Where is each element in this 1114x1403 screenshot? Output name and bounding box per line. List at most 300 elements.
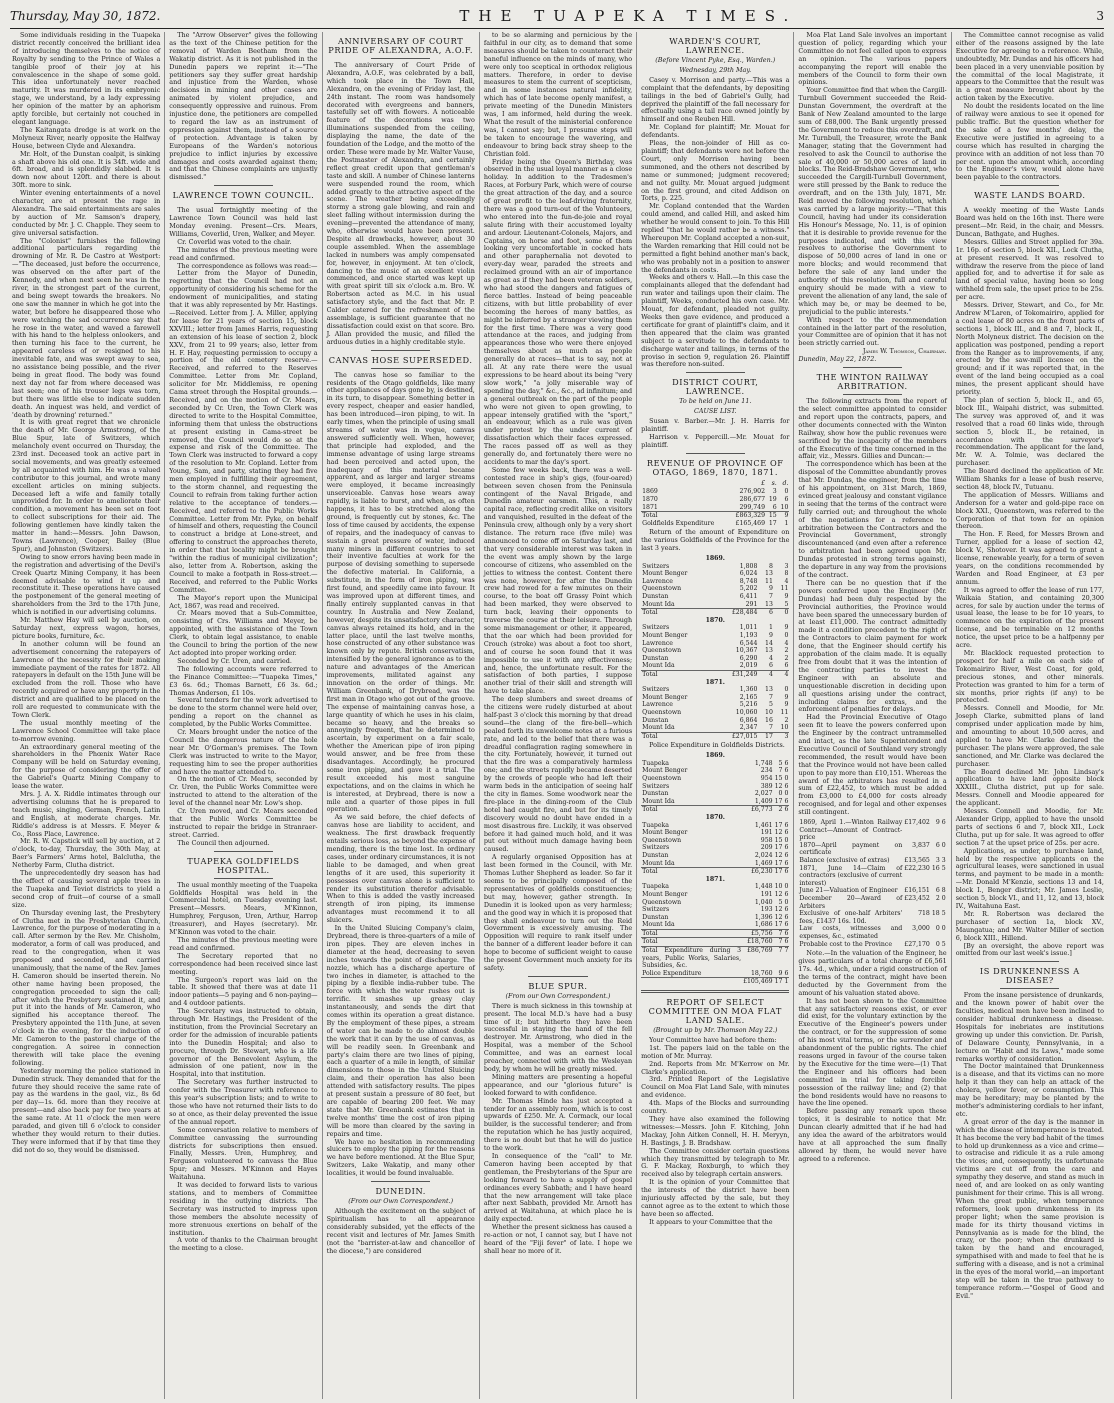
pence-cell: 6 <box>941 819 946 827</box>
pence-cell: 6 <box>784 759 789 767</box>
paragraph: Susan v. Barber.—Mr. J. H. Harris for plaintiff. <box>641 417 790 434</box>
pounds-cell: 5,202 <box>739 585 758 593</box>
paragraph: Mr. Thomas Hinde has just accepted a tender for an assembly room, which is to cost upwards of £250. Mr. A. Cormack, our local builder, is the successful tenderer; and from the reputation which he has justly acquired, there is no doubt but that he will do justice to the work. <box>483 1096 633 1153</box>
table-row <box>641 496 789 504</box>
pounds-cell: £27,170 <box>904 940 930 948</box>
paragraph: 4th. Maps of the Blocks and surrounding country. <box>641 1099 790 1116</box>
paragraph: From the insane persistence of drunkards, and the known power of habit over the faculties, medical men have been inclined to consider habitual drunkenness a disease. Hospitals for inebriates are institutions growing up under this conviction. Dr. Parish, of Delaware County, Pennsylvania, in a lecture on "Habit and its Laws," made some remarks worthy of consideration. <box>955 991 1104 1063</box>
heading-drunkenness: IS DRUNKENNESS A DISEASE? <box>979 966 1080 986</box>
pounds-cell: 6,411 <box>739 593 758 601</box>
shillings-cell: 7 <box>768 693 773 701</box>
paragraph: A weekly meeting of the Waste Lands Board was held on the 16th inst. There were present—Mr. Reid, in the chair, and Messrs. Duncan, Bathgate, and Hughes. <box>955 206 1104 238</box>
shillings-cell: 12 <box>774 913 783 921</box>
pounds-cell: £23,452 <box>904 895 930 903</box>
paragraph: The Committee cannot recognise as valid either of the reasons assigned by the late Executive for agreeing to a reference. While, undoubtedly, Mr. Dundas and his officers had been placed in a very unenviable position by the committal of the local Magistrate, it appears to the Committee that the result was in a great measure brought about by the action taken by the Executive. <box>955 32 1104 103</box>
row-label: Queenstown <box>642 647 682 655</box>
shillings-cell: 17 <box>774 868 783 876</box>
shillings-cell: 9 <box>778 969 783 977</box>
pounds-cell: £31,249 <box>715 670 758 678</box>
column-4 <box>480 32 637 1399</box>
canvas-hose-article <box>327 372 475 1178</box>
shillings-cell: 3 <box>935 857 940 865</box>
shillings-cell: 1 <box>768 624 773 632</box>
pounds-cell: £22,230 <box>904 864 930 872</box>
year-label: 1871. <box>705 678 725 686</box>
paragraph: Whether the present sickness has caused a re-action or not, I cannot say, but I have not heard of the "Fiji fever" of late. I hope we shall hear no more of it. <box>483 1223 633 1255</box>
pence-cell: 0 <box>784 488 789 496</box>
pounds-cell: 8,748 <box>739 577 758 585</box>
expenditure-note: Return of the amount of Expenditure on the various Goldfields of the Province for the last 3 years. <box>641 528 790 553</box>
town-council-article <box>169 207 317 847</box>
paragraph: Had the Provincial Executive of Otago seen fit to leave the powers conferred upon the Engineer by the contract untrammelled and intact, as the late Superintendent and Executive Council of Southland very strongly recommended, the result would have been that the Province would not have been called upon to pay more than £10,151. Whereas the award of the arbitrators has resulted in a sum of £22,452, to which must be added from £3,000 to £4,000 for costs already recognised, and for legal and other expenses still contingent. <box>798 713 947 817</box>
pounds-cell: £28,484 <box>715 609 758 617</box>
table-row <box>641 504 789 512</box>
shillings-cell: 13 <box>765 647 773 655</box>
table-row <box>641 883 789 891</box>
table-row <box>641 724 789 732</box>
paragraph: 2nd. Reports from Mr. M'Kerrow on Mr. Clarke's application. <box>641 1059 790 1076</box>
year-row <box>641 555 789 563</box>
paragraph: Mr. Copland contended that the Warden could amend, and called Hill, and asked him whether he would consent to join. To this Hill replied "that he would rather be a witness." Whereupon Mr. Copland accepted a non-suit, the Warden remarking that Hill could not be permitted a fight behind another man's back, who was probably not in a position to answer the defendants in costs. <box>641 202 790 274</box>
paragraph: In another column will be found an advertisement concerning the ratepayers of Lawrence of the necessity for their making immediate payment of the rates for 1872. All ratepayers in default on the 15th June will be excluded from the roll. Those who have recently acquired or have any property in the district and are qualified to be placed on the roll are requested to communicate with the Town Clerk. <box>12 639 161 719</box>
paragraph: A regularly organised Opposition has at last been formed in the Council, with Mr. Thomas Luther Shepherd as leader. So far it seems to be principally composed of the representatives of goldfields constituencies; but may, however, gather strength. In Dunedin it is looked upon as very harmless; and the good way in which it is proposed that they shall endeavour to turn out the Reid Government is excessively amusing. The Opposition will require to rank itself under the banner of a different leader before it can hope to become of sufficient weight to cause the present Government much anxiety for its safety. <box>483 853 633 972</box>
table-row <box>641 775 789 783</box>
pounds-cell: 389 <box>760 782 773 790</box>
pence-cell: 6 <box>784 797 789 805</box>
paragraph: The minutes of the previous meeting were read and confirmed. <box>169 245 318 262</box>
paragraph: No doubt the residents located on the line of railway were anxious to see it opened for public traffic. But the question whether for the sake of a few months' delay, the Executive were justified in agreeing to a course which has resulted in charging the province with an addition of not less than 70 per cent. upon the amount which, according to the Engineer's view, would alone have been payable to the contractors. <box>955 102 1104 182</box>
row-label: 1869, April 1.—Winton Railway Contract—Amount of Contract-price <box>799 819 903 842</box>
divider <box>1000 961 1059 962</box>
paragraph: There can be no question that if the powers conferred upon the Engineer (Mr. Dundas) had been duly respected by the Provincial authorities, the Province would have been spared the unnecessary burden of at least £11,000. The contract admittedly made it a condition precedent to the right of the Contractors to claim payment for work done, that the Engineer should certify his approbation of the claim made. It is equally free from doubt that it was the intention of the contracting parties to invest the Engineer with an absolute and unquestionable discretion in deciding upon all questions arising under the contract, including claims for extras, and the enforcement of penalties for delays. <box>798 578 947 714</box>
pence-cell: 0 <box>941 925 946 933</box>
wardens-court-date: Wednesday, 29th May. <box>679 65 752 74</box>
revenue-table <box>641 479 789 528</box>
shillings-cell: 11 <box>765 577 773 585</box>
pounds-cell: 234 <box>760 767 773 775</box>
pounds-cell: 954 <box>760 775 773 782</box>
row-label: Lawrence <box>642 701 673 709</box>
heading-hospital: TUAPEKA GOLDFIELDS HOSPITAL. <box>187 855 300 875</box>
paragraph: The Board declined the application of Mr. William Shanks for a lease of bush reserve, section 48, block IV., Tutuanu. <box>955 467 1104 491</box>
shillings-cell: 0 <box>935 925 940 933</box>
row-label: Mount Benger <box>642 632 688 639</box>
row-label: Total <box>641 512 729 520</box>
paragraph: Applications, as under, to purchase land, held by the respective applicants on the agricultural leases, were sanctioned in usual terms, and payment to be made in a month:—Mr. Donald M'Kenzie, sections 13 and 14, block I., Benger district; Mr. James Leslie, section 5, block VI., and 11, 12, and 13, block IV., Waitahuna East. <box>955 846 1104 910</box>
table-row <box>641 662 789 670</box>
year-row <box>641 752 789 760</box>
table-row <box>641 837 789 845</box>
table-row <box>641 978 789 986</box>
pounds-cell: 1,360 <box>739 686 758 694</box>
report-signature: James W. Thomson, Chairman. <box>862 347 947 356</box>
divider <box>371 350 430 351</box>
paragraph: Pleas, the non-joinder of Hill as co-plaintiff; that defendants were not before the Court, only Morrison having been summoned, and the others not described by name or summoned; judgment recovered; and not guilty. Mr. Mouat argued judgment on the first ground, and cited Addison on Torts, p. 225. <box>641 139 790 203</box>
paragraph: They have also examined the following witnesses:—Messrs. John F. Kitching, John Mackay, John Aitken Connell, H. H. Meryyn, H. Bastings, J. B. Bradshaw. <box>641 1115 790 1147</box>
paragraph: Your Committee find that when the Cargill-Turnbull Government succeeded the Reid-Dunstan Government, the overdraft at the Bank of New Zealand amounted to the large sum of £88,000. The Bank urgently pressed the Government to reduce this overdraft, and Mr. Turnbull, the Treasurer, wrote the Bank Manager, stating that the Government had resolved to ask the Council to authorise the sale of 40,000 or 50,000 acres of land in blocks. The Reid-Bradshaw Government, who succeeded the Cargill-Turnbull Government, were still pressed by the Bank to reduce the overdraft, and on the 13th July, 1871, Mr. Reid moved the following resolution, which was carried by a large majority:—"That this Council, having had under its consideration His Honour's Message, No. 11, is of opinion that it is desirable to provide revenue for the purposes indicated, and with this view resolves to authorise the Government to dispose of 50,000 acres of land in one or more blocks; and would recommend that before the sale of any land under the authority of this resolution, full and careful enquiry should be made with a view to prevent the alienation of any land, the sale of which may be, or may be deemed to be, prejudicial to the public interests." <box>798 86 947 316</box>
shillings-cell: 18 <box>931 910 940 918</box>
divider <box>371 368 430 369</box>
pounds-header: £ <box>761 479 766 487</box>
waste-lands-board-article <box>956 207 1104 958</box>
table-row <box>798 819 946 842</box>
pounds-cell: 1,193 <box>739 632 758 639</box>
row-label: Tuapeka <box>642 883 669 891</box>
pence-cell: 0 <box>784 836 789 844</box>
row-label: Switzers <box>642 624 670 632</box>
shillings-cell: 15 <box>774 836 783 844</box>
pence-cell: 6 <box>784 806 789 814</box>
hospital-article <box>169 882 317 1254</box>
pence-cell: 0 <box>774 609 790 617</box>
table-row <box>641 970 789 978</box>
shillings-cell: 12 <box>774 829 783 837</box>
heading-blue-spur: BLUE SPUR. <box>528 980 588 991</box>
paragraph: There is much sickness in this township at present. The local M.D.'s have had a busy time of it; but hitherto they have been successful in staying the hand of the fell destroyer. Mr. Armstrong, who died in the Hospital, was a member of the School Committee, and was an earnest local preacher, connected with with the Wesleyan body, by whom he will be greatly missed. <box>483 1001 633 1073</box>
cause-list <box>641 418 789 450</box>
shillings-cell: 12 <box>774 782 783 790</box>
row-label: Total <box>641 806 742 814</box>
pounds-cell: £5,756 <box>742 929 774 938</box>
pounds-cell: £16,151 <box>904 887 930 895</box>
pounds-cell: 191 <box>760 890 773 898</box>
table-row <box>798 857 946 865</box>
paragraph: Mr. Holt, of the Dunstan coalpit, is sinking a shaft above his old one. It is 34ft. wide and 6ft. broad, and is splendidly slabbed. It is down now about 120ft. and there is about 30ft. more to sink. <box>12 149 161 190</box>
pence-cell: 11 <box>780 585 789 593</box>
paragraph: The Surgeon's report was laid on the table. It showed that there was at date 11 indoor patients—5 paying and 6 non-paying—and 4 outdoor patients. <box>169 975 318 1008</box>
paragraph: It is the opinion of your Committee that the interests of the district have been injuriously affected by the sale, but they cannot agree as to the extent to which those have been so affected. <box>641 1178 790 1218</box>
heading-dunedin: DUNEDIN. <box>375 1186 426 1197</box>
paragraph: Messrs. Driver, Stewart, and Co., for Mr. Andrew M'Laren, of Tokomairiro, applied for a coal lease of 80 acres on the front parts of sections 1, block III., and 8 and 7, block II., North Molyneux district. The decision on the application was postponed, pending a report from the Ranger as to improvements, if any, erected by the saw-mill licensee on the ground; and if it was reported that, in the event of the land being occupied as a coal mines, the present applicant should have priority. <box>955 301 1104 397</box>
paragraph: It appears to your Committee that the <box>649 1217 773 1226</box>
pence-cell: 2 <box>784 654 789 662</box>
pounds-cell: 718 <box>918 910 930 918</box>
pounds-cell: 10,060 <box>735 708 758 716</box>
paragraph: Winter evening entertainments of a novel character, are at present the rage in Alexandra. The said entertainments are sales by auction of Mr. Samson's drapery, conducted by Mr. J. C. Chapple. They seem to give universal satisfaction. <box>12 189 161 237</box>
pence-cell: 0 <box>941 895 946 903</box>
pence-cell: 6 <box>784 868 789 876</box>
paragraph: The Committee consider certain questions which they transmitted by telegraph to Mr. G. F. Mackay, Roxburgh, to which they received also by telegraph certain answers. <box>641 1146 790 1179</box>
pence-cell: 4 <box>784 639 789 647</box>
pence-cell: 6 <box>784 844 789 852</box>
paragraph: The correspondence which has been at the disposal of the Committee abundantly proves that Mr. Dundas, the engineer, from the time of his appointment, on 31st March, 1869, evinced great jealousy and constant vigilance in seeing that the terms of the contract were fully carried out; and throughout the whole of the negotiations for a reference to arbitration between the Contractors and the Provincial Government, strongly discountenanced (and even after a reference to arbitration had been agreed upon Mr. Dundas protested in strong terms against), the departure in any way from the provisions of the contract. <box>798 460 947 579</box>
pence-cell: 7 <box>783 947 789 970</box>
shillings-cell: 0 <box>935 940 940 948</box>
paragraph: The correspondence as follows was read:— <box>177 261 318 270</box>
table-row <box>641 512 789 520</box>
paragraph: A vote of thanks to the Chairman brought the meeting to a close. <box>169 1236 318 1253</box>
shillings-cell: 17 <box>768 519 777 527</box>
paragraph: The usual monthly meeting of the Tuapeka Goldfields Hospital was held in the Commercial hotel, on Tuesday evening last. Present—Messrs. Mears, M'Kinnon, Humphrey, Ferguson, Uren, Arthur, Harrop (treasurer), and Hayes (secretary). Mr. M'Kinnon was voted to the chair. <box>169 880 318 937</box>
paragraph: It was agreed to offer the lease of run 177, Waikaia Station, and containing 20,300 acres, for sale by auction under the terms of usual lease, the lease to be for 10 years, to commence on the expiration of the present license, and be terminable on 12 months notice, the upset price to be a halfpenny per acre. <box>955 585 1104 650</box>
page-number: 3 <box>1096 9 1104 23</box>
divider <box>1000 185 1059 186</box>
pence-cell: 6 <box>784 821 789 829</box>
table-row <box>641 822 789 830</box>
pence-cell: 0 <box>784 883 789 891</box>
row-label: Total <box>641 938 742 947</box>
table-row <box>641 709 789 717</box>
paragraph: The Doctor maintained that Drunkenness is a disease, and that its victims can no more help it than they can help an attack of the cholera, yellow fever, or consumption. This may be hereditary; may be planted by the mother's administering cordials to her infant, etc. <box>955 1062 1104 1118</box>
divider <box>1000 988 1059 989</box>
pence-cell: 9 <box>778 512 790 520</box>
chinese-petition-article <box>169 32 317 182</box>
row-label: Dunstan <box>642 790 669 798</box>
winton-note: Note.—In the valuation of the Engineer, he gives particulars of a total charge of £6,561 17s. 4d., which, under a rigid construction of the terms of the contract, might have been deducted by the Government from the amount of his valuation stated above. <box>798 949 947 997</box>
pence-cell: 6 <box>784 890 789 898</box>
row-label: Total Expenditure during 3 years, Public Works, Salaries, Subsidies, &c. <box>642 947 742 970</box>
pounds-cell: 2,027 <box>754 790 773 798</box>
paragraph: The Secretary was further instructed to confer with the Treasurer with reference to this year's subscription lists; and to write to those who have not returned their lists to do so at once, as their delay prevented the issue of the annual report. <box>169 1078 318 1126</box>
paragraph: Yesterday morning the police stationed in Dunedin struck. They demanded that for the future they should receive the same rate of pay as the wardens in the gaol, viz., 8s 6d per day—1s. 6d. more than they receive at present—and also back pay for two years at the same rate. At 11 o'clock the men were paraded, and given till 6 o'clock to consider whether they would return to their duties. They were informed that if by that time they did not do so, they would be dismissed. <box>12 1066 161 1154</box>
pounds-cell: 1,409 <box>754 797 773 805</box>
paragraph: It is with great regret that we chronicle the death of Mr. George Armstrong, of the Blue Spur, late of Switzers, which melancholy event occurred on Thursday, the 23rd inst. Deceased took an active part in social movements, and was greatly esteemed by all acquainted with him. He was a valued contributor to this journal, and wrote many excellent articles on mining subjects. Deceased left a wife and family totally unprovided for. In order to ameliorate their condition, a movement has been set on foot to collect subscriptions for their aid. The following gentlemen have kindly taken the matter in hand:—Messrs. John Dawson, Towns (Lawrence), Cooper, Bailey (Blue Spur), and Johnston (Switzers). <box>12 418 161 553</box>
pence-cell: 3 <box>784 562 789 570</box>
row-label: Goldfields Expenditure <box>642 519 715 527</box>
heading-winton-railway: THE WINTON RAILWAY ARBITRATION. <box>816 372 929 392</box>
pence-cell: 2 <box>784 647 789 655</box>
table-row <box>641 488 789 496</box>
pence-cell: 0 <box>784 686 789 694</box>
shillings-cell: 9 <box>768 632 773 639</box>
row-label: Total <box>641 670 715 678</box>
row-label: Lawrence <box>642 577 673 585</box>
pounds-cell: 5,216 <box>739 701 758 709</box>
paragraph: Harrison v. Peppercill.—Mr. Mouat for plaintiff. <box>641 432 790 449</box>
table-row <box>641 891 789 899</box>
pence-cell: 6 <box>784 921 789 929</box>
row-label: Total <box>641 929 742 938</box>
column-2 <box>165 32 322 1399</box>
shillings-cell: 6 <box>772 503 777 511</box>
table-row <box>641 670 789 678</box>
paragraph: Mr. Copland for plaintiff; Mr. Mouat for defendants. <box>641 123 790 140</box>
row-label: Dunstan <box>642 593 669 601</box>
row-label: Queenstown <box>642 898 682 906</box>
pounds-cell: 1,011 <box>739 624 758 632</box>
paragraph: The following extracts from the report of the select committee appointed to consider and report upon the contracts, papers, and other documents connected with the Winton Railway, show how the public revenues were sacrificed by the incapacity of the members of the Executive of the time concerned in the affair, viz., Messrs. Gillies and Duncan:— <box>798 397 947 461</box>
table-row <box>641 929 789 938</box>
winton-costs-table <box>798 819 946 948</box>
shillings-header: s. <box>771 479 777 487</box>
shillings-cell: 9 <box>768 585 773 593</box>
pence-header: d. <box>782 479 789 487</box>
year-row <box>641 679 789 687</box>
pence-cell: 5 <box>941 940 946 948</box>
pounds-cell: 1,748 <box>754 759 773 767</box>
divider <box>214 185 273 186</box>
pence-cell: 0 <box>784 775 789 782</box>
blue-spur-article <box>484 1003 632 1256</box>
pounds-cell: 6,024 <box>739 570 758 578</box>
row-label: Mount Benger <box>642 890 688 898</box>
pounds-cell: 10,367 <box>735 647 758 655</box>
paragraph: The anniversary of Court Pride of Alexandra, A.O.F., was celebrated by a ball, which took place in the Town Hall, Alexandra, on the evening of Friday last, the 24th instant. The room was handsomely decorated with evergreens and banners, tastefully set off with flowers. A noticeable feature of the decorations was two illuminations suspended from the ceiling, displaying the name, the date of the foundation of the Lodge, and the motto of the order. These were made by Mr. Walter Vause, the Postmaster of Alexandra, and certainly reflect great credit upon that gentleman's taste and skill. A number of Chinese lanterns were suspended round the room, which added greatly to the attractive aspect of the scene. The weather being exceedingly stormy a strong gale blowing, and rain and sleet falling without intermission during the evening—prevented the attendance of many, who, otherwise would have been present. Despite all drawbacks, however, about 30 couple assembled. When the assemblage lacked in numbers was amply compensated for, however, in enjoyment. At ten o'clock, dancing to the music of an excellent violin commenced, and once started was kept up with great spirit till six o'clock a.m. Bro. W. Robertson acted as M.C. in his usual satisfactory style, and the fact that Mr. P. Calder catered for the refreshment of the assemblage, is sufficient guarantee that no dissatisfaction could exist on that score. Bro. J. Allan provided the music, and filled the arduous duties in a highly creditable style. <box>326 61 475 346</box>
cause-list-heading: CAUSE LIST. <box>694 407 737 416</box>
paragraph: Friday being the Queen's Birthday, was observed in the usual loyal manner as a close holiday. In addition to the Tradesmen's Races, at Forbury Park, which were of course the great attraction of the day, and a source of great profit to the leaf-driving fraternity, there was a good turn-out of the Volunteers, who entered into the fun-de-joie and royal salute firing with their accustomed loyalty and ardour. Lieutenant-Colonels, Majors, and Captains, on horse and foot, some of them looking very uncomfortable in cocked hats and other paraphernalia not devoted to every-day wear, paraded the streets and reclaimed ground with an air of importance as great as if they had been veteran soldiers, who had stood the dangers and fatigues of fierce battles. Instead of being peaceable citizens, with but little probability of ever becoming the heroes of many battles, as might be inferred by a stranger viewing them for the first time. There was a very good attendance at the races, and judging from appearances those who were there enjoyed themselves about as much as people generally do at races—that is to say, not at all. At any rate there were the usual expressions to be heard about its being "very slow work," "a jolly miserable way of spending the day," &c., &c., ad infinitum; and a general outbreak on the part of the people who were not given to open growling, to appear intensely gratified with the "sport," an endeavour, which as a rule was given under protest by the under current of dissatisfaction which their faces expressed. The races passed off as well as they generally do, and fortunately there were no accidents to mar the day's sport. <box>483 157 633 466</box>
row-label: Police Expenditure <box>642 969 702 977</box>
police-expenditure-table <box>641 752 789 986</box>
pounds-cell: 1,686 <box>754 921 773 929</box>
table-row <box>798 910 946 925</box>
shillings-cell: 5 <box>778 898 783 906</box>
column-5 <box>637 32 794 1399</box>
pence-cell: 6 <box>784 969 789 977</box>
column-1 <box>8 32 165 1399</box>
row-label: Mount Benger <box>642 693 688 701</box>
shillings-cell: 6 <box>935 841 940 849</box>
columns <box>8 32 1108 1399</box>
paragraph: The Kaitangata dredge is at work on the Molyneux River, nearly opposite the Halfway House, between Clyde and Alexandra. <box>12 125 161 150</box>
table-row <box>641 947 789 970</box>
table-row <box>641 578 789 586</box>
pounds-cell: 6,290 <box>739 654 758 662</box>
shillings-cell: 9 <box>935 819 940 827</box>
pounds-cell: £17,402 <box>904 819 930 827</box>
currency-header <box>641 479 789 489</box>
paragraph: The application of Messrs. Williams and Anderson for a water and gold-pipe race on block XXI., Queenstown, was referred to the Corporation of that town for an opinion thereon. <box>955 490 1104 531</box>
table-row <box>641 868 789 876</box>
table-row <box>641 767 789 775</box>
row-label: Queenstown <box>642 836 682 844</box>
shillings-cell: 17 <box>774 921 783 929</box>
shillings-cell: 10 <box>774 883 783 891</box>
column-7 <box>952 32 1108 1399</box>
pounds-cell: £86,769 <box>742 947 774 970</box>
court-pride-article <box>327 62 475 347</box>
shillings-cell: 13 <box>765 686 773 694</box>
divider <box>371 1181 430 1182</box>
pounds-cell: 1,040 <box>754 898 773 906</box>
pence-cell: 5 <box>941 864 946 872</box>
row-label: 1870—April payment on certificate <box>799 841 903 857</box>
divider <box>843 394 902 395</box>
paragraph: Cr. Coverlid was voted to the chair. <box>177 237 292 246</box>
paragraph: The minutes of the previous meeting were read and confirmed. <box>169 935 318 952</box>
heading-moa-flat-report: REPORT OF SELECT COMMITTEE ON MOA FLAT LAND SALE. <box>648 997 782 1026</box>
pence-cell: 3 <box>774 732 790 740</box>
year-label: 1870. <box>705 813 725 821</box>
paragraph: Messrs. Connell and Moodie, for Mr. Alexander Gripp, applied to have the unsold parts of sections 6 and 7, block XII., Lock Clutha, put up for sale. It was agreed to offer section 7 at the upset price of 25s. per acre. <box>955 807 1104 847</box>
heading-court-pride: ANNIVERSARY OF COURT PRIDE OF ALEXANDRA, A.O.F. <box>328 36 474 55</box>
table-row <box>641 938 789 947</box>
year-label: 1870. <box>705 616 725 624</box>
pounds-cell: £165,469 <box>735 519 766 527</box>
shillings-cell: 4 <box>768 654 773 662</box>
row-label <box>641 978 742 986</box>
pence-cell: 9 <box>784 624 789 632</box>
heading-revenue: REVENUE OF PROVINCE OF OTAGO, 1869, 1870, 1871. <box>646 457 784 477</box>
paragraph: A great error of the day is the manner in which the disease of intemperance is treated. It has become the very bad habit of the times to hold up drunkenness as a vice and crime—to ostracise and ridicule it as a rule among the vices; and, consequently, its unfortunate victims are cut off from the care and sympathy they deserve, and stand as much in need of, and are looked on as only wanting punishment for their crime. This is all wrong. When the great public, when temperance reformers, look upon drunkenness in its proper light; when the same provision is made for its thirty thousand victims in Pennsylvania as is made for the blind, the crazy, or the poor; when the drunkard is taken by the hand and encouraged, sympathised with and made to feel that he is suffering with a disease, and is not a criminal in the eyes of the moral world,—an important step will be taken in the true pathway to temperance reform.—"Gospel of Good and Evil." <box>955 1117 1104 1300</box>
table-row <box>798 925 946 940</box>
table-row <box>641 852 789 860</box>
divider <box>843 367 902 368</box>
table-row <box>641 783 789 791</box>
pence-cell: 6 <box>784 929 789 937</box>
row-label: Switzers <box>642 844 670 852</box>
divider <box>528 976 587 977</box>
table-row <box>641 790 789 798</box>
shillings-cell: 15 <box>774 775 783 782</box>
row-label: Mount Benger <box>642 570 688 578</box>
row-label: Mount Ida <box>642 797 675 805</box>
winton-railway-conclusion <box>956 32 1104 182</box>
row-label: Dunstan <box>642 851 669 859</box>
shillings-cell: 4 <box>758 670 773 678</box>
paragraph: Messrs. Gillies and Street applied for 39a. 1r. 16p. of section 5, block XII., Lock Clutha, at present reserved. It was resolved to withdraw the reserve from the piece of land applied for, and to advertise it for sale as land of special value, having been so long withheld from sale, the upset price to be 25s. per acre. <box>955 237 1104 302</box>
shillings-cell: 6 <box>758 609 773 617</box>
paragraph: The usual fortnightly meeting of the Lawrence Town Council was held last Monday evening. Present—Crs. Mears, Williams, Coverlid, Uren, Walker, and Meyer. <box>169 206 318 238</box>
paragraph: The canvas hose so familiar to the residents of the Otago goldfields, like many other appliances of days gone by, is destined, in its turn, to disappear. Something better in every respect, cheaper and easier handled, has been introduced—iron piping, to wit. In early times, when the principle of using small streams of water was in vogue, canvas answered sufficiently well. When, however, that principle had exploded, and the immense advantage of using large streams had been perceived and acted upon, the inadequacy of this material became apparent, and as larger and larger streams were employed, it became increasingly unserviceable. Canvas hose wears away rapidly, is liable to burst, and when, as often happens, it has to be stretched along the ground, is frequently cut by stones, &c. The loss of time caused by accidents, the expense of repairs, and the inadequacy of canvas to sustain a great pressure of water, induced many miners in different countries to set their inventive faculties at work for the purpose of devising something to supersede the defective material. In California, a substitute, in the form of iron piping, was first found, and speedily came into favour. It was improved upon at different times, and finally entirely supplanted canvas in that country. In Australia and New Zealand, however, despite its unsatisfactory character, canvas always retained its hold, and in the latter place, until the last twelve months, hose constructed of any other substance was known only by repute. British conservatism, intensified by the general ignorance as to the nature and advantages of the American improvements, militated against any innovation on the order of things. Mr. William Greenbank, of Drybread, was the first man in Otago who got out of the groove. The expense of maintaining canvas hose, a large quantity of which he uses in his claim, became so heavy, and the breaks so annoyingly frequent, that he determined to ascertain, by experiment on a fair scale, whether the American pipe of iron piping would answer, and be free from these disadvantages. Accordingly, he procured some iron piping, and gave it a trial. The result exceeded his most sanguine expectations, and on the claims in which he is interested, at Drybread, there is now a mile and a quarter of those pipes in full operation. <box>326 370 475 814</box>
pounds-cell: £863,329 <box>729 512 766 520</box>
pounds-cell: 958 <box>760 836 773 844</box>
table-row <box>641 906 789 914</box>
pounds-cell: 291 <box>745 600 758 608</box>
shillings-cell: 17 <box>774 821 783 829</box>
paragraph: 3rd. Printed Report of the Legislative Council on Moa Flat Land Sale, with minutes and evidence. <box>641 1075 790 1100</box>
table-row <box>798 895 946 910</box>
shillings-cell: 17 <box>774 797 783 805</box>
table-row <box>641 624 789 632</box>
row-label: Total <box>641 868 742 876</box>
divider <box>371 58 430 59</box>
paragraph: [By an oversight, the above report was omitted from our last week's issue.] <box>955 941 1104 958</box>
pounds-cell: 18,760 <box>750 969 773 977</box>
table-row <box>798 842 946 857</box>
row-label: Switzers <box>642 686 670 694</box>
pounds-cell: 2,019 <box>739 662 758 670</box>
pence-cell: 6 <box>784 495 789 503</box>
row-label: Mount Benger <box>642 829 688 837</box>
shillings-cell: 19 <box>768 495 777 503</box>
pence-cell: 5 <box>941 910 946 918</box>
table-row <box>641 585 789 593</box>
paragraph: Moa Flat Land Sale involves an important question of policy, regarding which your Committee do not feel called upon to express an opinion. The various papers accompanying the report will enable the members of the Council to form their own opinions. <box>798 32 947 87</box>
row-label: Mount Ida <box>642 600 675 608</box>
row-label: Mount Ida <box>642 921 675 929</box>
table-row <box>641 717 789 725</box>
paragraph: With respect to the recommendation contained in the latter part of the resolution, your Committee are of opinion that it has not been strictly carried out. <box>798 315 947 348</box>
shillings-cell: 7 <box>768 724 773 732</box>
paragraph: Mr. Matthew Hay will sell by auction, on Saturday next, express wagon, horses, picture books, furniture, &c. <box>12 616 161 640</box>
pounds-cell: £105,469 <box>743 978 773 986</box>
row-label: Mount Ida <box>642 724 675 732</box>
report-signature-date: Dunedin, May 22, 1872. <box>798 355 877 364</box>
blue-spur-byline: (From our Own Correspondent.) <box>505 991 611 1000</box>
table-row <box>641 655 789 663</box>
table-row <box>641 686 789 694</box>
shillings-cell: 17 <box>774 859 783 867</box>
table-row <box>641 829 789 837</box>
table-row <box>641 570 789 578</box>
row-label: Mount Ida <box>642 859 675 867</box>
row-label: Law costs, witnesses and expenses, &c., estimated <box>799 925 903 940</box>
pounds-cell: 3,000 <box>912 925 930 933</box>
police-note: Police Expenditure in Goldfields Districts. <box>649 741 785 750</box>
row-label: Queenstown <box>642 708 682 716</box>
paragraph: Mr. R. Robertson was declared the purchaser of section 1a, block XV., Maungatua; and Mr. Walter Miller of section 6, block XIII., Hillend. <box>955 909 1104 942</box>
paragraph: The Hon. F. Reed, for Messrs Brown and Turner, applied for a lease of section 42, block V., Shotover. It was agreed to grant a license, renewable yearly, for a term of seven years, on the conditions recommended by Warden and Road Engineer, at £3 per annum. <box>955 530 1104 586</box>
shillings-cell: 2 <box>774 806 784 814</box>
paragraph: An extraordinary general meeting of the shareholders in the Phœnix Water Race Company will be held on Saturday evening, for the purpose of considering the offer of the Gabriel's Quartz Mining Company to lease the water. <box>12 742 161 791</box>
row-label: 1871 <box>642 503 658 511</box>
paragraph: Weeks and others v. Hall.—In this case the complainants alleged that the defendant had run water and tailings upon their claim. The plaintiff, Weeks, conducted his own case. Mr. Mouat, for defendant, pleaded not guilty. Weeks then gave evidence, and produced a certificate for grant of plaintiff's claim, and it then appeared that the claim was granted subject to a servitude to the defendants to discharge water and tailings, in terms of the proviso in section 9, regulation 26. Plaintiff was therefore non-suited. <box>641 273 790 369</box>
table-row <box>641 732 789 740</box>
table-row <box>641 806 789 814</box>
double-divider <box>641 990 789 993</box>
row-label: Tuapeka <box>642 759 669 767</box>
wardens-court-subheading: (Before Vincent Pyke, Esq., Warden.) <box>655 56 776 64</box>
